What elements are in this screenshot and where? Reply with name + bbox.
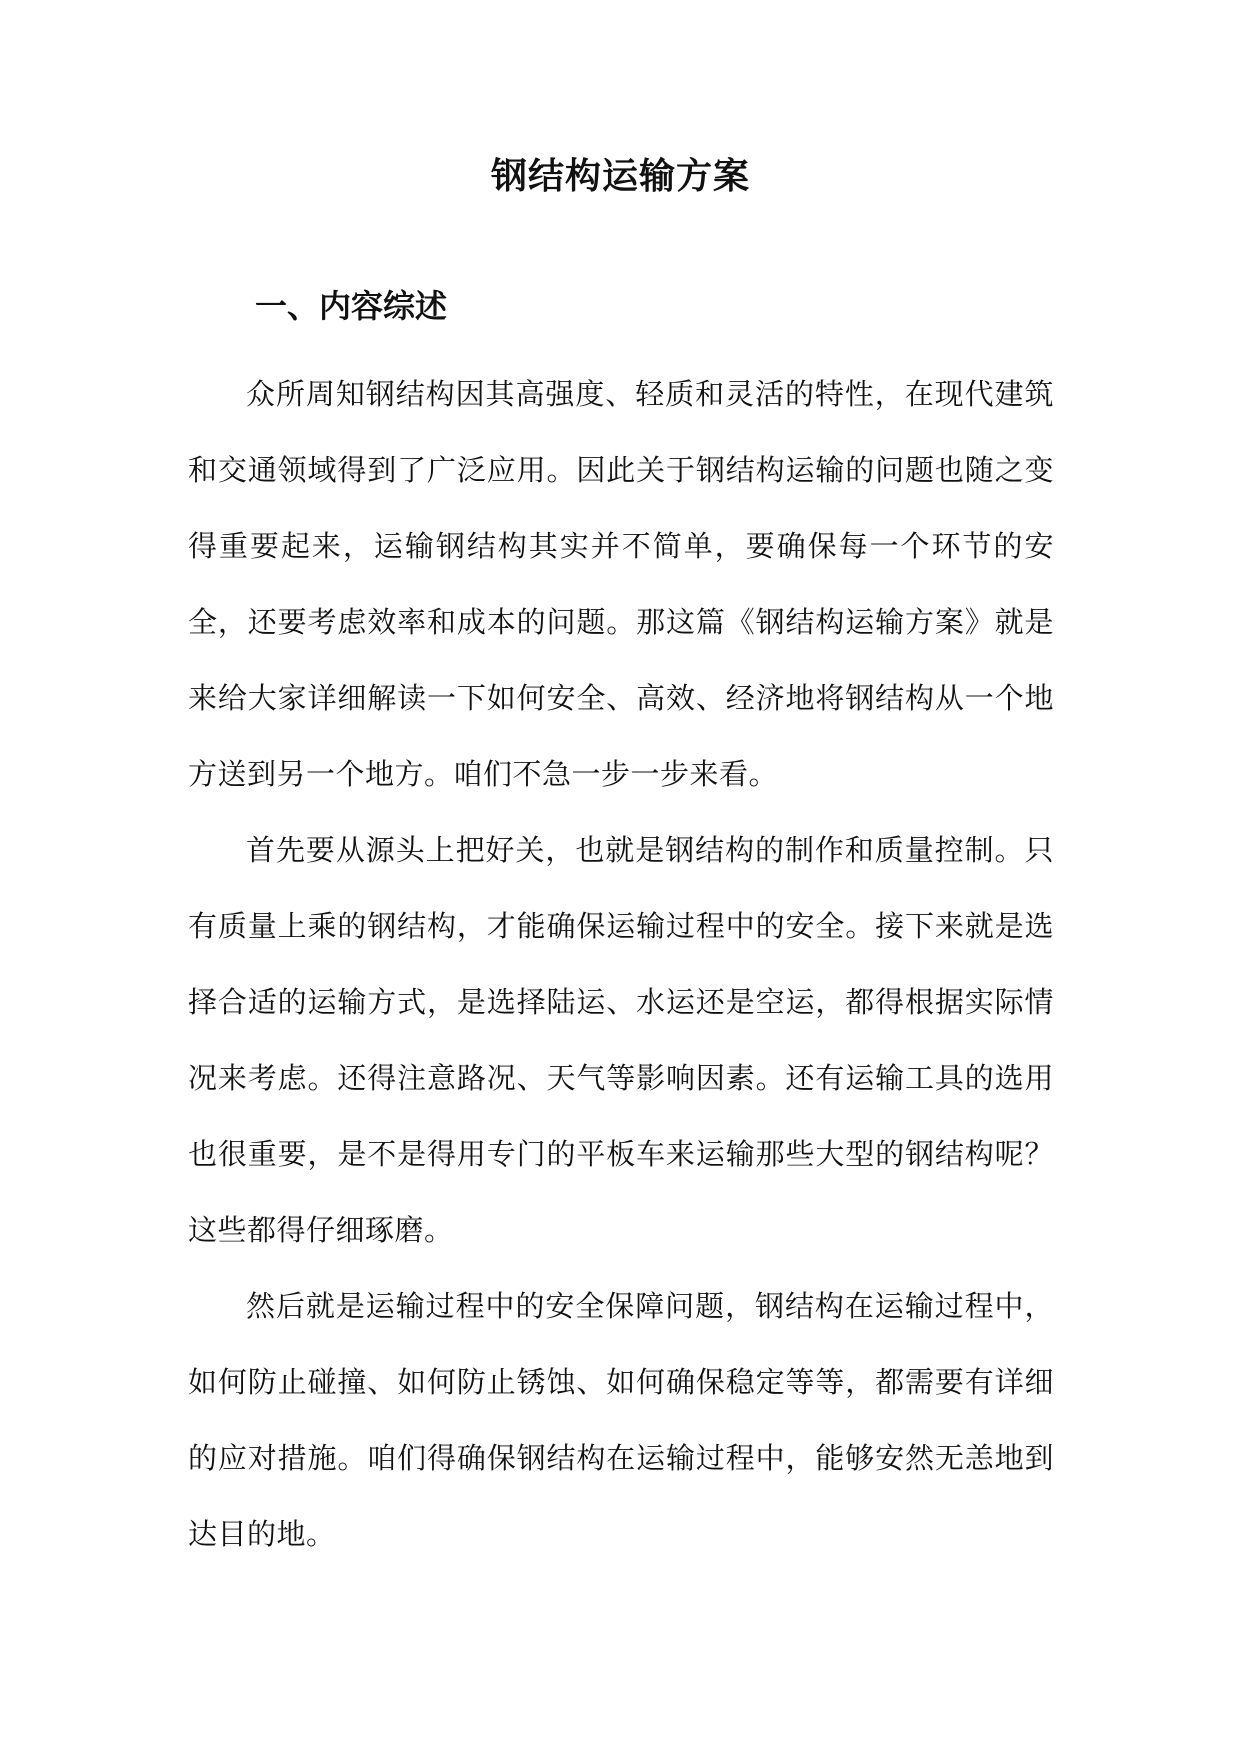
document-body (188, 356, 1054, 1572)
section-heading: 一、内容综述 (255, 287, 448, 325)
paragraph: 众所周知钢结构因其高强度、轻质和灵活的特性，在现代建筑和交通领域得到了广泛应用。因此关于钢结构运输的问题也随之变得重要起来，运输钢结构其实并不简单，要确保每一个环节的安全，还要考虑效率和成本的问题。那这篇《钢结构运输方案》就是来给大家详细解读一下如何安全、高效、经济地将钢结构从一个地方送到另一个地方。咱们不急一步一步来看。 (188, 377, 1054, 791)
document-title: 钢结构运输方案 (490, 155, 750, 197)
paragraph: 然后就是运输过程中的安全保障问题，钢结构在运输过程中，如何防止碰撞、如何防止锈蚀、如何确保稳定等等，都需要有详细的应对措施。咱们得确保钢结构在运输过程中，能够安然无恙地到达目的地。 (188, 1289, 1054, 1551)
paragraph: 首先要从源头上把好关，也就是钢结构的制作和质量控制。只有质量上乘的钢结构，才能确保运输过程中的安全。接下来就是选择合适的运输方式，是选择陆运、水运还是空运，都得根据实际情况来考虑。还得注意路况、天气等影响因素。还有运输工具的选用也很重要，是不是得用专门的平板车来运输那些大型的钢结构呢？这些都得仔细琢磨。 (188, 833, 1054, 1247)
